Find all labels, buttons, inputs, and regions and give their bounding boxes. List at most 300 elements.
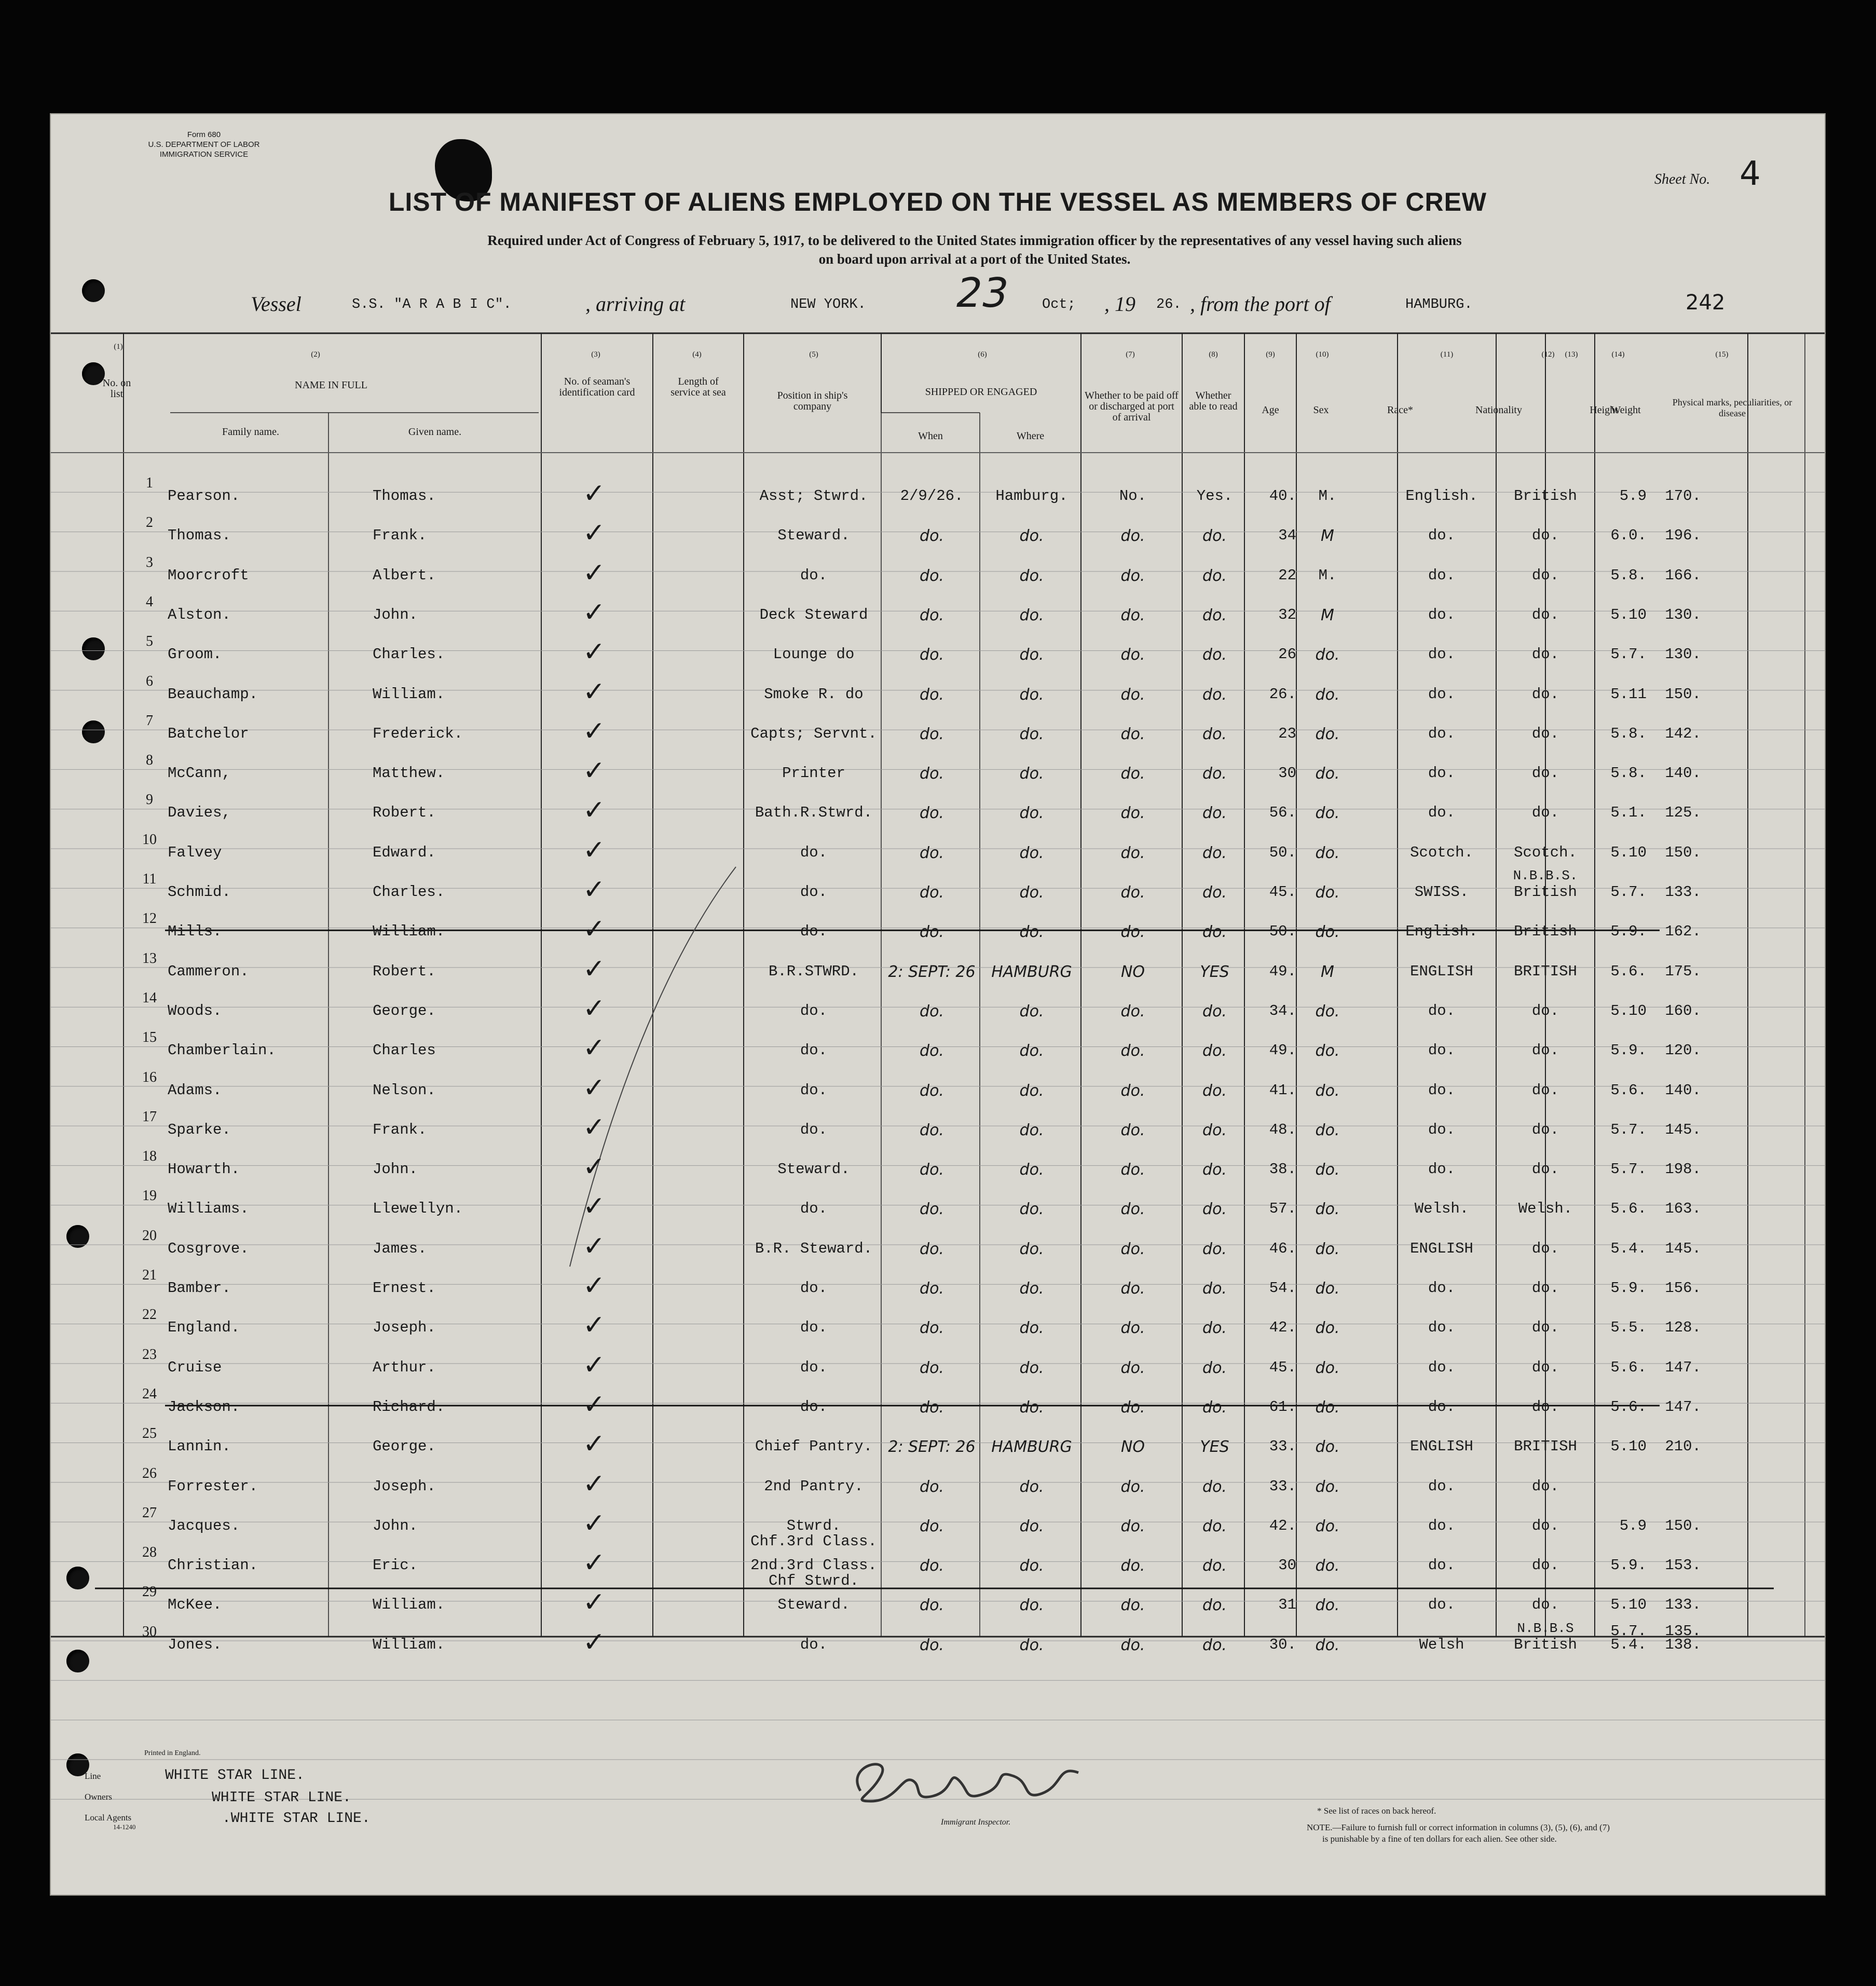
cell-read: do. (1202, 1517, 1227, 1535)
cell-family: Jackson. (168, 1398, 240, 1416)
cell-given: Robert. (373, 804, 436, 822)
cell-height: 5.10 (1610, 606, 1647, 623)
cell-position-line2: Chf Stwrd. (768, 1572, 859, 1590)
cell-where: do. (1019, 1517, 1044, 1535)
cell-position: do. (800, 844, 828, 861)
cell-nationality: do. (1531, 566, 1559, 584)
cell-family: Mills. (168, 923, 222, 941)
cell-position: do. (800, 1200, 828, 1218)
col-num-8: (8) (1209, 350, 1218, 359)
cell-no: 12 (142, 910, 157, 927)
cell-age: 50. (1269, 923, 1296, 941)
col-num-7: (7) (1126, 350, 1135, 359)
cell-paid: NO (1120, 1438, 1145, 1457)
cell-age: 30 (1278, 1557, 1296, 1574)
cell-given: Albert. (373, 566, 436, 584)
cell-paid: do. (1120, 1557, 1145, 1575)
cell-sex: M (1321, 527, 1334, 546)
cell-nationality-note: N.B.B.S (1517, 1620, 1574, 1636)
cell-family: Jones. (168, 1636, 222, 1653)
cell-when: do. (920, 883, 944, 902)
cell-race: do. (1428, 804, 1456, 822)
checkmark-icon: ✓ (583, 557, 606, 589)
cell-no: 5 (146, 633, 153, 650)
cell-height: 5.10 (1610, 844, 1647, 861)
cell-read: do. (1202, 1557, 1227, 1575)
cell-weight: 150. (1665, 844, 1701, 861)
owners-label: Owners (85, 1792, 112, 1802)
cell-family: Christian. (168, 1557, 258, 1574)
cell-nationality: do. (1531, 725, 1559, 742)
cell-nationality: do. (1531, 765, 1559, 782)
cell-nationality: do. (1531, 1596, 1559, 1614)
cell-position: Smoke R. do (764, 685, 864, 703)
cell-given: Nelson. (373, 1081, 436, 1099)
cell-family: Thomas. (168, 527, 231, 545)
cell-no: 8 (146, 752, 153, 769)
cell-weight: 163. (1665, 1200, 1701, 1218)
cell-where: Hamburg. (995, 487, 1068, 505)
cell-given: Ernest. (373, 1280, 436, 1297)
cell-age: 34. (1269, 1002, 1296, 1019)
cell-age: 49. (1269, 962, 1296, 980)
cell-family: McKee. (168, 1596, 222, 1614)
cell-given: George. (373, 1438, 436, 1456)
cell-age: 45. (1269, 1358, 1296, 1376)
cell-nationality: British (1514, 883, 1577, 901)
checkmark-icon: ✓ (583, 1349, 606, 1381)
cell-sex: do. (1315, 923, 1340, 942)
col-num-13: (13) (1565, 350, 1578, 359)
col-num-9: (9) (1266, 350, 1275, 359)
cell-weight: 133. (1665, 1596, 1701, 1614)
cell-height: 5.6. (1610, 1200, 1647, 1218)
cell-when: do. (920, 1557, 944, 1575)
cell-where: do. (1019, 527, 1044, 546)
cell-nationality: do. (1531, 1280, 1559, 1297)
checkmark-icon: ✓ (583, 834, 606, 866)
cell-paid: do. (1120, 1636, 1145, 1654)
header-physical: Physical marks, peculiarities, or disease (1672, 397, 1792, 418)
cell-no: 24 (142, 1385, 157, 1402)
cell-read: do. (1202, 566, 1227, 585)
cell-paid: do. (1120, 804, 1145, 823)
cell-race: SWISS. (1414, 883, 1469, 901)
cell-read: do. (1202, 1161, 1227, 1179)
cell-no: 10 (142, 831, 157, 848)
fine-note (1307, 1822, 1800, 1845)
cell-race: ENGLISH (1410, 1240, 1473, 1257)
cell-position: do. (800, 883, 828, 901)
cell-race: do. (1428, 527, 1456, 545)
cell-paid: do. (1120, 765, 1145, 783)
checkmark-icon: ✓ (583, 1270, 606, 1301)
cell-sex: do. (1315, 1398, 1340, 1417)
cell-height: 5.11 (1610, 685, 1647, 703)
cell-weight: 125. (1665, 804, 1701, 822)
cell-where: do. (1019, 1200, 1044, 1219)
arrival-day: 23 (951, 270, 1013, 317)
cell-read: do. (1202, 1121, 1227, 1139)
cell-sex: do. (1315, 1081, 1340, 1100)
header-sex: Sex (1313, 404, 1329, 416)
cell-read: do. (1202, 765, 1227, 783)
header-given-name: Given name. (408, 426, 462, 438)
cell-given: Charles. (373, 646, 445, 663)
cell-where: do. (1019, 765, 1044, 783)
cell-position: Chief Pantry. (755, 1438, 873, 1456)
col-num-15: (15) (1715, 350, 1729, 359)
cell-paid: do. (1120, 923, 1145, 942)
cell-no: 7 (146, 712, 153, 729)
cell-height: 5.9. (1610, 1042, 1647, 1059)
col-num-14: (14) (1611, 350, 1625, 359)
cell-given: Frank. (373, 527, 427, 545)
inspector-signature (834, 1744, 1104, 1817)
cell-when: do. (920, 1477, 944, 1496)
cell-no: 27 (142, 1504, 157, 1521)
cell-weight: 120. (1665, 1042, 1701, 1059)
cell-age: 48. (1269, 1121, 1296, 1138)
col-num-4: (4) (692, 350, 702, 359)
cell-read: do. (1202, 1398, 1227, 1417)
cell-sex: do. (1315, 685, 1340, 704)
subtitle-line-1: Required under Act of Congress of February 5, 1917, to be delivered to the United States immigration officer by the representatives of any vessel having such aliens (487, 233, 1462, 248)
checkmark-icon: ✓ (583, 636, 606, 668)
cell-paid: do. (1120, 1081, 1145, 1100)
cell-nationality: BRITISH (1514, 962, 1577, 980)
cell-race: do. (1428, 1358, 1456, 1376)
cell-position: Lounge do (773, 646, 855, 663)
cell-no: 11 (142, 871, 157, 887)
cell-height: 5.7. (1610, 883, 1647, 901)
cell-family: Cruise (168, 1358, 222, 1376)
page-title: LIST OF MANIFEST OF ALIENS EMPLOYED ON THE VESSEL AS MEMBERS OF CREW (388, 187, 1487, 216)
cell-no: 18 (142, 1148, 157, 1165)
cell-where: do. (1019, 606, 1044, 624)
cell-when: do. (920, 1358, 944, 1377)
cell-age: 57. (1269, 1200, 1296, 1218)
cell-age: 23 (1278, 725, 1296, 742)
cell-nationality: do. (1531, 1121, 1559, 1138)
cell-where: do. (1019, 804, 1044, 823)
cell-given: William. (373, 1596, 445, 1614)
cell-age: 31 (1278, 1596, 1296, 1614)
cell-sex: do. (1315, 1121, 1340, 1139)
cell-given: William. (373, 923, 445, 941)
cell-given: Richard. (373, 1398, 445, 1416)
subtitle-line-2: on board upon arrival at a port of the United States. (818, 251, 1131, 267)
cell-family: Williams. (168, 1200, 249, 1218)
cell-paid: do. (1120, 1398, 1145, 1417)
manifest-sheet (50, 113, 1826, 1896)
cell-family: Cammeron. (168, 962, 249, 980)
cell-no: 19 (142, 1188, 157, 1204)
cell-read: do. (1202, 883, 1227, 902)
header-race: Race* (1387, 404, 1413, 416)
cell-age: 45. (1269, 883, 1296, 901)
cell-nationality: do. (1531, 1358, 1559, 1376)
cell-given: James. (373, 1240, 427, 1257)
cell-no: 3 (146, 554, 153, 570)
cell-nationality: do. (1531, 1042, 1559, 1059)
cell-paid: do. (1120, 1517, 1145, 1535)
cell-position: 2nd.3rd Class. (750, 1557, 877, 1574)
cell-family: Pearson. (168, 487, 240, 505)
cell-race: ENGLISH (1410, 1438, 1473, 1456)
cell-weight: 138. (1665, 1636, 1701, 1653)
cell-sex: do. (1315, 1002, 1340, 1021)
cell-sex: do. (1315, 883, 1340, 902)
checkmark-icon: ✓ (583, 1587, 606, 1618)
cell-paid: do. (1120, 527, 1145, 546)
form-number: Form 680 (187, 130, 221, 139)
cell-position: B.R.STWRD. (768, 962, 859, 980)
cell-when: do. (920, 685, 944, 704)
cell-age: 26. (1269, 685, 1296, 703)
cell-race: do. (1428, 606, 1456, 623)
cell-weight: 210. (1665, 1438, 1701, 1456)
cell-position: B.R. Steward. (755, 1240, 873, 1257)
cell-position: Bath.R.Stwrd. (755, 804, 873, 822)
cell-nationality: do. (1531, 1002, 1559, 1019)
cell-no: 20 (142, 1227, 157, 1244)
cell-given: Joseph. (373, 1319, 436, 1337)
cell-no: 14 (142, 989, 157, 1006)
cell-read: do. (1202, 1081, 1227, 1100)
cell-family: Howarth. (168, 1161, 240, 1178)
col-num-12: (12) (1541, 350, 1555, 359)
cell-weight: 130. (1665, 606, 1701, 623)
cell-race: do. (1428, 646, 1456, 663)
cell-where: do. (1019, 1358, 1044, 1377)
header-weight: Weight (1611, 404, 1641, 416)
from-port-label: , from the port of (1190, 292, 1331, 316)
cell-no: 15 (142, 1029, 157, 1046)
checkmark-icon: ✓ (583, 1310, 606, 1341)
cell-where: do. (1019, 1596, 1044, 1615)
cell-given: George. (373, 1002, 436, 1019)
cell-weight: 198. (1665, 1161, 1701, 1178)
cell-position: Asst; Stwrd. (759, 487, 868, 505)
cell-height: 5.9. (1610, 1280, 1647, 1297)
header-family-name: Family name. (222, 426, 279, 438)
cell-read: do. (1202, 606, 1227, 624)
cell-race: English. (1405, 923, 1478, 941)
col-num-11: (11) (1440, 350, 1454, 359)
cell-no: 29 (142, 1584, 157, 1600)
cell-read: do. (1202, 646, 1227, 664)
cell-sex: M (1321, 962, 1334, 981)
cell-read: do. (1202, 1042, 1227, 1060)
cell-height: 5.6. (1610, 1358, 1647, 1376)
cell-where: do. (1019, 646, 1044, 664)
year-prefix: , 19 (1104, 292, 1135, 316)
cell-nationality: British (1514, 1636, 1577, 1653)
cell-no: 17 (142, 1108, 157, 1125)
cell-family: Woods. (168, 1002, 222, 1019)
cell-when: do. (920, 844, 944, 862)
cell-height: 5.7. (1610, 646, 1647, 663)
cell-paid: do. (1120, 1358, 1145, 1377)
cell-where: do. (1019, 725, 1044, 743)
cell-family: Groom. (168, 646, 222, 663)
cell-race: do. (1428, 1319, 1456, 1337)
cell-position: do. (800, 1280, 828, 1297)
header-able-read: Whether able to read (1189, 390, 1238, 412)
cell-family: Bamber. (168, 1280, 231, 1297)
cell-when: do. (920, 1200, 944, 1219)
checkmark-icon: ✓ (583, 1547, 606, 1579)
cell-sex: do. (1315, 725, 1340, 743)
cell-sex: do. (1315, 1358, 1340, 1377)
checkmark-icon: ✓ (583, 1429, 606, 1460)
cell-paid: do. (1120, 1042, 1145, 1060)
cell-sex: do. (1315, 1636, 1340, 1654)
cell-nationality: do. (1531, 1240, 1559, 1257)
cell-read: do. (1202, 1358, 1227, 1377)
cell-height: 5.1. (1610, 804, 1647, 822)
cell-when: do. (920, 1240, 944, 1258)
cell-given: Robert. (373, 962, 436, 980)
cell-when: 2: SEPT: 26 (888, 1438, 976, 1457)
header-no-on-list: No. on list (102, 377, 131, 400)
cell-read: YES (1200, 962, 1229, 981)
cell-weight: 130. (1665, 646, 1701, 663)
cell-sex: M. (1318, 566, 1337, 584)
cell-given: Frederick. (373, 725, 463, 742)
col-num-3: (3) (591, 350, 600, 359)
cell-race: do. (1428, 1557, 1456, 1574)
cell-weight: 133. (1665, 883, 1701, 901)
cell-position: do. (800, 566, 828, 584)
cell-no: 13 (142, 950, 157, 967)
cell-weight: 156. (1665, 1280, 1701, 1297)
checkmark-icon: ✓ (583, 755, 606, 787)
cell-position: do. (800, 1042, 828, 1059)
header-id-card: No. of seaman's identification card (559, 376, 635, 398)
header-height: Height (1590, 404, 1618, 416)
cell-read: do. (1202, 1319, 1227, 1338)
vessel-name: S.S. "A R A B I C". (352, 297, 512, 312)
cell-paid: do. (1120, 725, 1145, 743)
header-position: Position in ship's company (777, 390, 848, 412)
header-where: Where (1016, 430, 1045, 442)
cell-race: do. (1428, 725, 1456, 742)
checkmark-icon: ✓ (583, 478, 606, 509)
cell-nationality: Welsh. (1518, 1200, 1573, 1218)
cell-nationality: do. (1531, 1398, 1559, 1416)
cell-nationality: Scotch. (1514, 844, 1577, 861)
cell-paid: do. (1120, 1319, 1145, 1338)
cell-where: do. (1019, 1002, 1044, 1021)
checkmark-icon: ✓ (583, 1626, 606, 1658)
cell-age: 22 (1278, 566, 1296, 584)
cell-family: Davies, (168, 804, 231, 822)
cell-read: do. (1202, 804, 1227, 823)
cell-paid: do. (1120, 1596, 1145, 1615)
cell-where: do. (1019, 1042, 1044, 1060)
cell-given: Thomas. (373, 487, 436, 505)
year-suffix: 26. (1156, 297, 1182, 312)
cell-family: Falvey (168, 844, 222, 861)
cell-race: Welsh. (1414, 1200, 1469, 1218)
header-when: When (918, 430, 943, 442)
checkmark-icon: ✓ (583, 1389, 606, 1420)
cell-when: do. (920, 1161, 944, 1179)
cell-when: do. (920, 1081, 944, 1100)
cell-position: do. (800, 1636, 828, 1653)
cell-when: do. (920, 725, 944, 743)
cell-sex: do. (1315, 646, 1340, 664)
cell-race: Scotch. (1410, 844, 1473, 861)
cell-read: do. (1202, 1596, 1227, 1615)
from-port: HAMBURG. (1405, 297, 1473, 312)
cell-when: do. (920, 1280, 944, 1298)
cell-paid: No. (1119, 487, 1147, 505)
cell-no: 23 (142, 1346, 157, 1363)
cell-given: John. (373, 606, 418, 623)
cell-when: do. (920, 527, 944, 546)
cell-where: do. (1019, 1557, 1044, 1575)
cell-height: 5.6. (1610, 962, 1647, 980)
cell-weight: 140. (1665, 765, 1701, 782)
cell-family: Adams. (168, 1081, 222, 1099)
cell-read: do. (1202, 527, 1227, 546)
cell-given: Llewellyn. (373, 1200, 463, 1218)
cell-where: HAMBURG (991, 962, 1072, 981)
cell-weight: 147. (1665, 1398, 1701, 1416)
cell-read: do. (1202, 844, 1227, 862)
cell-paid: do. (1120, 646, 1145, 664)
cell-age: 32 (1278, 606, 1296, 623)
cell-sex: do. (1315, 804, 1340, 823)
cell-family: Batchelor (168, 725, 249, 742)
cell-nationality: do. (1531, 804, 1559, 822)
cell-where: do. (1019, 1636, 1044, 1654)
cell-where: do. (1019, 883, 1044, 902)
cell-height: 5.4. (1610, 1636, 1647, 1653)
checkmark-icon: ✓ (583, 953, 606, 985)
cell-given: William. (373, 1636, 445, 1653)
cell-given: Matthew. (373, 765, 445, 782)
cell-where: do. (1019, 1398, 1044, 1417)
cell-weight: 150. (1665, 1517, 1701, 1534)
cell-nationality: do. (1531, 1319, 1559, 1337)
cell-height: 5.5. (1610, 1319, 1647, 1337)
cell-race: English. (1405, 487, 1478, 505)
cell-where: do. (1019, 1121, 1044, 1139)
cell-given: Edward. (373, 844, 436, 861)
cell-sex: M. (1318, 487, 1337, 505)
cell-family: Alston. (168, 606, 231, 623)
cell-position: 2nd Pantry. (764, 1477, 864, 1495)
cell-sex: M (1321, 606, 1334, 624)
cell-where: do. (1019, 1477, 1044, 1496)
cell-no: 4 (146, 593, 153, 610)
cell-where: do. (1019, 1240, 1044, 1258)
cell-when: do. (920, 804, 944, 823)
checkmark-icon: ✓ (583, 1151, 606, 1183)
cell-given: Frank. (373, 1121, 427, 1138)
cell-sex: do. (1315, 765, 1340, 783)
cell-position: Steward. (777, 1161, 850, 1178)
cell-when: do. (920, 1319, 944, 1338)
cell-when: 2/9/26. (900, 487, 964, 505)
cell-given: Arthur. (373, 1358, 436, 1376)
cell-given: Charles. (373, 883, 445, 901)
header-nationality: Nationality (1475, 404, 1522, 416)
